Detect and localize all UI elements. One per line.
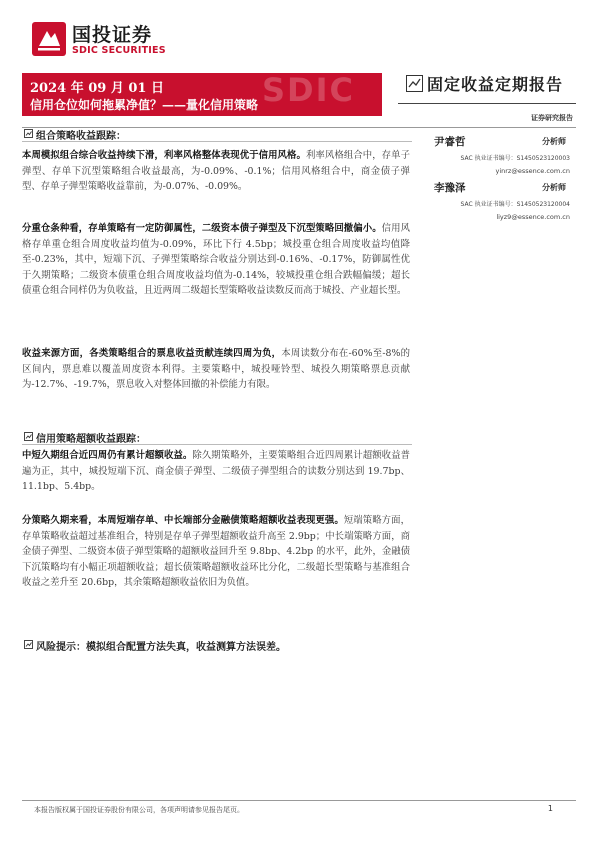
section-icon: [24, 432, 33, 441]
paragraph-lead: 分重仓条种看，存单策略有一定防御属性，二级资本债子弹型及下沉型策略回撤偏小。: [22, 223, 382, 234]
report-date: 2024 年 09 月 01 日: [30, 81, 164, 96]
analyst-name: 尹睿哲: [434, 136, 466, 148]
paragraph-4: [22, 448, 410, 495]
report-title: 信用仓位如何拖累净值？——量化信用策略: [30, 98, 259, 112]
section-icon: [24, 129, 33, 138]
report-banner: [22, 73, 382, 116]
paragraph-text: 短端策略方面，存单策略收益超过基准组合，特别是存单子弹型超额收益升高至 2.9bp；中长端策略方面，商金债子弹型、二级资本债子弹型策略的超额收益回升至 9.8bp、4.2bp 的水平，此外，金融债下沉策略均有小幅正项超额收益；超长债策略超额收益环比分化，二级超长型策略与基准组合收益之差升至 20.6bp，其余策略超额收益依旧为负值。: [22, 515, 410, 588]
banner-watermark: SDIC: [262, 73, 355, 109]
page-number: 1: [547, 804, 553, 813]
analyst-title: 分析师: [542, 182, 566, 192]
paragraph-text: 信用风格存单重仓组合周度收益均值为-0.09%，环比下行 4.5bp；城投重仓组合周度收益均值降至-0.23%，其中，短端下沉、子弹型策略综合收益分别达到-0.16%、-0.17%，防御属性优于久期策略；二级资本债重仓组合周度收益均值为-0.14%，较城投重仓组合跌幅偏缓；超长债重仓组合同样仍为负收益，且近两周二级超长型策略收益读数反而高于城投、产业超长型。: [22, 223, 410, 296]
logo-english-name: SDIC SECURITIES: [72, 45, 166, 56]
copyright-notice: 本报告版权属于国投证券股份有限公司，各项声明请参见报告尾页。: [34, 806, 244, 814]
section-header-portfolio: [22, 127, 412, 142]
report-type: [406, 72, 576, 98]
risk-text: 风险提示：模拟组合配置方法失真，收益测算方法误差。: [36, 642, 286, 653]
paragraph-2: [22, 221, 410, 299]
section-header-excess: [22, 430, 412, 445]
analyst-email[interactable]: yinrz@essence.com.cn: [495, 167, 570, 175]
logo-chinese-name: 国投证券: [72, 24, 153, 46]
paragraph-3: [22, 346, 410, 393]
analyst-sac-number: SAC 执业证书编号：S1450523120004: [460, 201, 570, 208]
company-logo: [32, 20, 192, 60]
report-type-label: 固定收益定期报告: [427, 75, 564, 94]
paragraph-text: 利率风格组合中，存单子弹型、存单下沉型策略组合收益最高，为-0.09%、-0.1%；信用风格组合中，商金债子弹型、存单子弹型策略收益靠前，为-0.07%、-0.09%。: [22, 150, 410, 192]
paragraph-lead: 收益来源方面，各类策略组合的票息收益贡献连续四周为负，: [22, 348, 282, 359]
report-icon: [406, 75, 423, 92]
paragraph-text: 除久期策略外，主要策略组合近四周累计超额收益普遍为正，其中，城投短端下沉、商金债子弹型、二级债子弹型组合的读数分别达到 19.7bp、11.1bp、5.4bp。: [22, 450, 410, 492]
analyst-email[interactable]: liyz9@essence.com.cn: [496, 213, 570, 221]
paragraph-lead: 中短久期组合近四周仍有累计超额收益。: [22, 450, 193, 461]
section-title: 信用策略超额收益跟踪：: [36, 434, 146, 445]
paragraph-text: 本周读数分布在-60%至-8%的区间内，票息难以覆盖周度资本利得。主要策略中，城投哑铃型、城投久期策略票息贡献为-12.7%、-19.7%，票息收入对整体回撤的补偿能力有限。: [22, 348, 410, 390]
risk-warning: [22, 638, 412, 653]
analyst-sac-number: SAC 执业证书编号：S1450523120003: [460, 155, 570, 162]
analyst-title: 分析师: [542, 136, 566, 146]
section-title: 组合策略收益跟踪：: [36, 131, 126, 142]
footer-divider: [22, 800, 576, 801]
paragraph-lead: 本周模拟组合综合收益持续下滑，利率风格整体表现优于信用风格。: [22, 150, 306, 161]
paragraph-5: [22, 513, 410, 591]
paragraph-lead: 分策略久期来看，本周短端存单、中长端部分金融债策略超额收益表现更强。: [22, 515, 344, 526]
paragraph-1: [22, 148, 410, 195]
logo-icon: [32, 22, 66, 56]
report-category: 证券研究报告: [531, 113, 573, 122]
report-type-divider: [398, 103, 576, 104]
section-icon: [24, 640, 33, 649]
analyst-name: 李豫泽: [434, 182, 466, 194]
